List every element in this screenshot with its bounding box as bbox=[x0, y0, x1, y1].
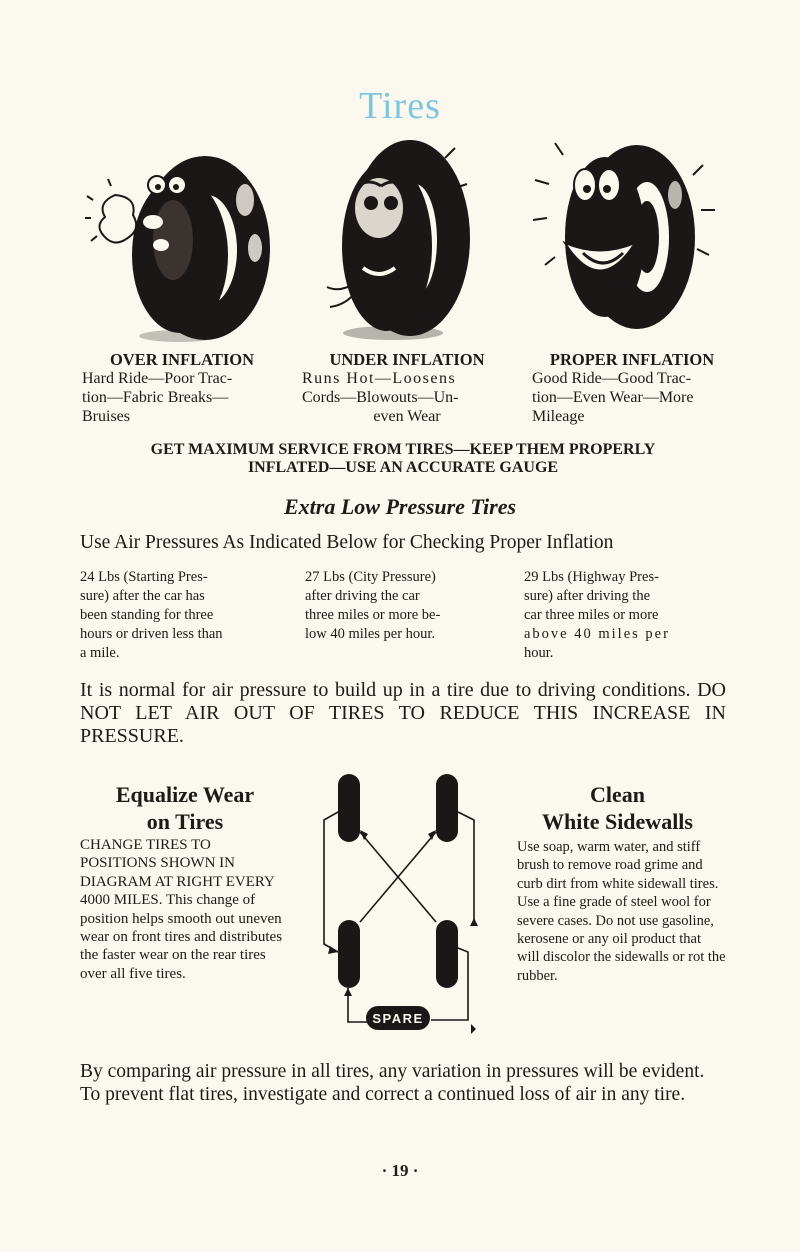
under-inflation-line: Runs Hot—Loosens bbox=[302, 370, 457, 387]
equalize-wear-body: CHANGE TIRES TO POSITIONS SHOWN IN DIAGRAM AT RIGHT EVERY 4000 MILES. This change of position helps smooth out uneven wear on front tires and distributes the faster wear on the rear tires over all five tires. bbox=[80, 837, 283, 982]
clean-sidewalls-body: Use soap, warm water, and stiff brush to remove road grime and curb dirt from white sidewall tires. Use a fine grade of steel wool for severe cases. Do not use gasoline, kerosene or any oil product that will discolor the sidewalls or rot the rubber. bbox=[517, 839, 726, 984]
pressure-line: 24 Lbs (Starting Pres- bbox=[80, 569, 208, 585]
clean-sidewalls-heading bbox=[505, 781, 730, 835]
proper-inflated-tire-illustration bbox=[525, 125, 725, 340]
proper-inflation-line: tion—Even Wear—More bbox=[532, 389, 694, 406]
pressure-line: low 40 miles per hour. bbox=[305, 626, 436, 642]
spare-label: SPARE bbox=[372, 1011, 424, 1026]
proper-inflation-caption bbox=[532, 350, 732, 426]
page-title: Tires bbox=[359, 85, 441, 127]
over-inflation-line: tion—Fabric Breaks— bbox=[82, 389, 229, 406]
under-inflation-caption bbox=[302, 350, 512, 426]
under-inflation-heading: UNDER INFLATION bbox=[329, 350, 485, 369]
service-notice bbox=[80, 441, 726, 477]
equalize-wear-heading bbox=[80, 781, 290, 835]
starting-pressure-text bbox=[80, 568, 275, 663]
pressure-line: hours or driven less than bbox=[80, 626, 223, 642]
equalize-heading-line: Equalize Wear bbox=[115, 782, 255, 807]
pressure-line: been standing for three bbox=[80, 607, 214, 623]
rear-left-tire-icon bbox=[338, 920, 360, 988]
service-notice-line: GET MAXIMUM SERVICE FROM TIRES—KEEP THEM PROPERLY bbox=[150, 441, 656, 458]
clean-heading-line: Clean bbox=[590, 782, 645, 807]
pressure-line: 27 Lbs (City Pressure) bbox=[305, 569, 436, 585]
pressure-line: above 40 miles per bbox=[524, 626, 670, 642]
over-inflated-tire-illustration bbox=[85, 140, 285, 345]
tire-rotation-diagram bbox=[316, 772, 496, 1042]
pressure-line: hour. bbox=[524, 645, 554, 661]
page-number: · 19 · bbox=[381, 1161, 419, 1180]
city-pressure-text bbox=[305, 568, 505, 644]
equalize-heading-line: on Tires bbox=[146, 809, 224, 834]
front-right-tire-icon bbox=[436, 774, 458, 842]
pressure-instruction: Use Air Pressures As Indicated Below for Checking Proper Inflation bbox=[80, 532, 614, 553]
over-inflation-line: Bruises bbox=[82, 408, 130, 425]
under-inflation-line: even Wear bbox=[373, 408, 441, 425]
proper-inflation-heading: PROPER INFLATION bbox=[549, 350, 715, 369]
pressure-buildup-note: It is normal for air pressure to build up in a tire due to driving conditions. DO NOT LET AIR OUT OF TIRES TO REDUCE THIS INCREASE IN PRESSURE. bbox=[80, 679, 726, 747]
front-left-tire-icon bbox=[338, 774, 360, 842]
under-inflation-line: Cords—Blowouts—Un- bbox=[302, 389, 459, 406]
pressure-comparison-note: By comparing air pressure in all tires, any variation in pressures will be evident. To prevent flat tires, investigate and correct a continued loss of air in any tire. bbox=[80, 1061, 705, 1105]
rear-right-tire-icon bbox=[436, 920, 458, 988]
service-notice-line: INFLATED—USE AN ACCURATE GAUGE bbox=[247, 459, 559, 476]
section-subheading: Extra Low Pressure Tires bbox=[283, 494, 517, 519]
pressure-line: car three miles or more bbox=[524, 607, 659, 623]
pressure-line: sure) after the car has bbox=[80, 588, 205, 604]
under-inflated-tire-illustration bbox=[315, 128, 485, 343]
clean-heading-line: White Sidewalls bbox=[542, 809, 693, 834]
pressure-line: after driving the car bbox=[305, 588, 420, 604]
over-inflation-line: Hard Ride—Poor Trac- bbox=[82, 370, 233, 387]
highway-pressure-text bbox=[524, 568, 726, 663]
pressure-line: a mile. bbox=[80, 645, 120, 661]
over-inflation-caption bbox=[82, 350, 282, 426]
proper-inflation-line: Mileage bbox=[532, 408, 585, 425]
proper-inflation-line: Good Ride—Good Trac- bbox=[532, 370, 692, 387]
pressure-line: 29 Lbs (Highway Pres- bbox=[524, 569, 659, 585]
over-inflation-heading: OVER INFLATION bbox=[109, 350, 255, 369]
pressure-line: sure) after driving the bbox=[524, 588, 651, 604]
pressure-line: three miles or more be- bbox=[305, 607, 441, 623]
